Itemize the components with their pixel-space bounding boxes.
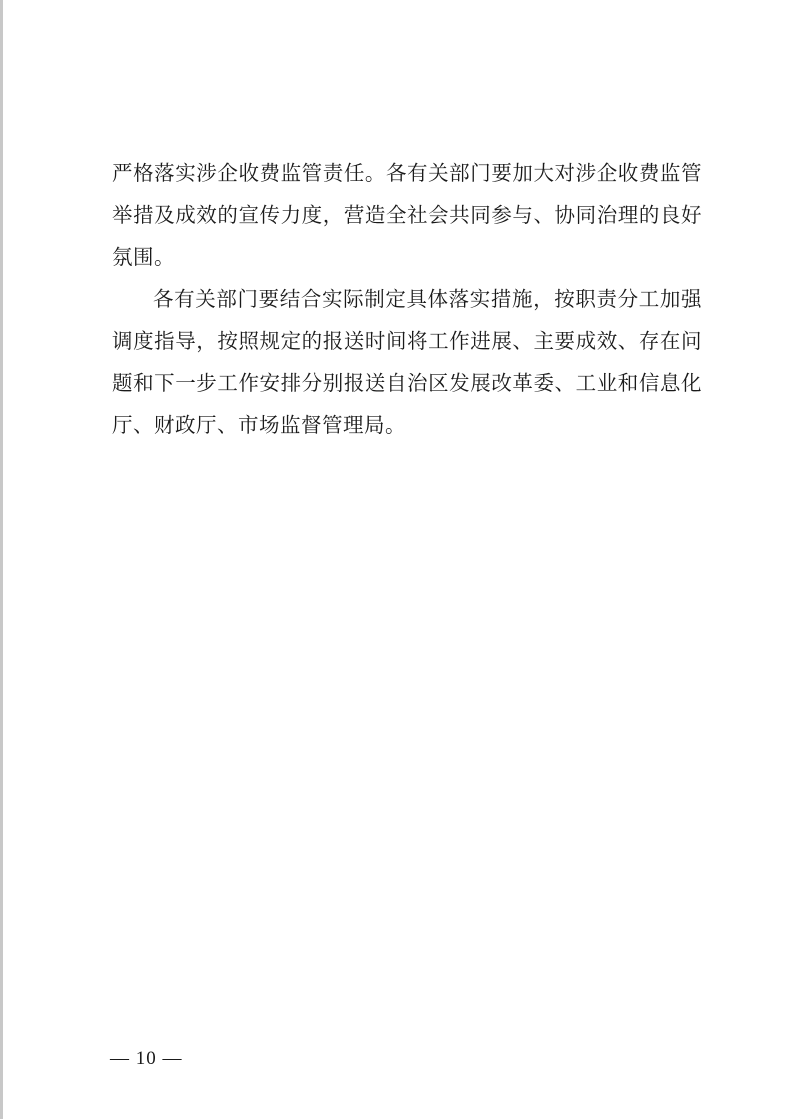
paragraph-1-line-3: 氛围。 <box>112 245 175 269</box>
paragraph-2-line-4: 厅、财政厅、市场监督管理局。 <box>112 413 406 437</box>
paragraph-2-line-3: 题和下一步工作安排分别报送自治区发展改革委、工业和信息化 <box>112 371 702 395</box>
document-body <box>112 152 702 446</box>
page-number: — 10 — <box>110 1048 183 1069</box>
paragraph-2-line-1: 各有关部门要结合实际制定具体落实措施，按职责分工加强 <box>153 287 702 311</box>
paragraph-1-line-2: 举措及成效的宣传力度，营造全社会共同参与、协同治理的良好 <box>112 203 702 227</box>
paragraph-1-line-1: 严格落实涉企收费监管责任。各有关部门要加大对涉企收费监管 <box>112 161 702 185</box>
page-edge <box>0 0 3 1119</box>
paragraph-2-line-2: 调度指导，按照规定的报送时间将工作进展、主要成效、存在问 <box>112 329 702 353</box>
